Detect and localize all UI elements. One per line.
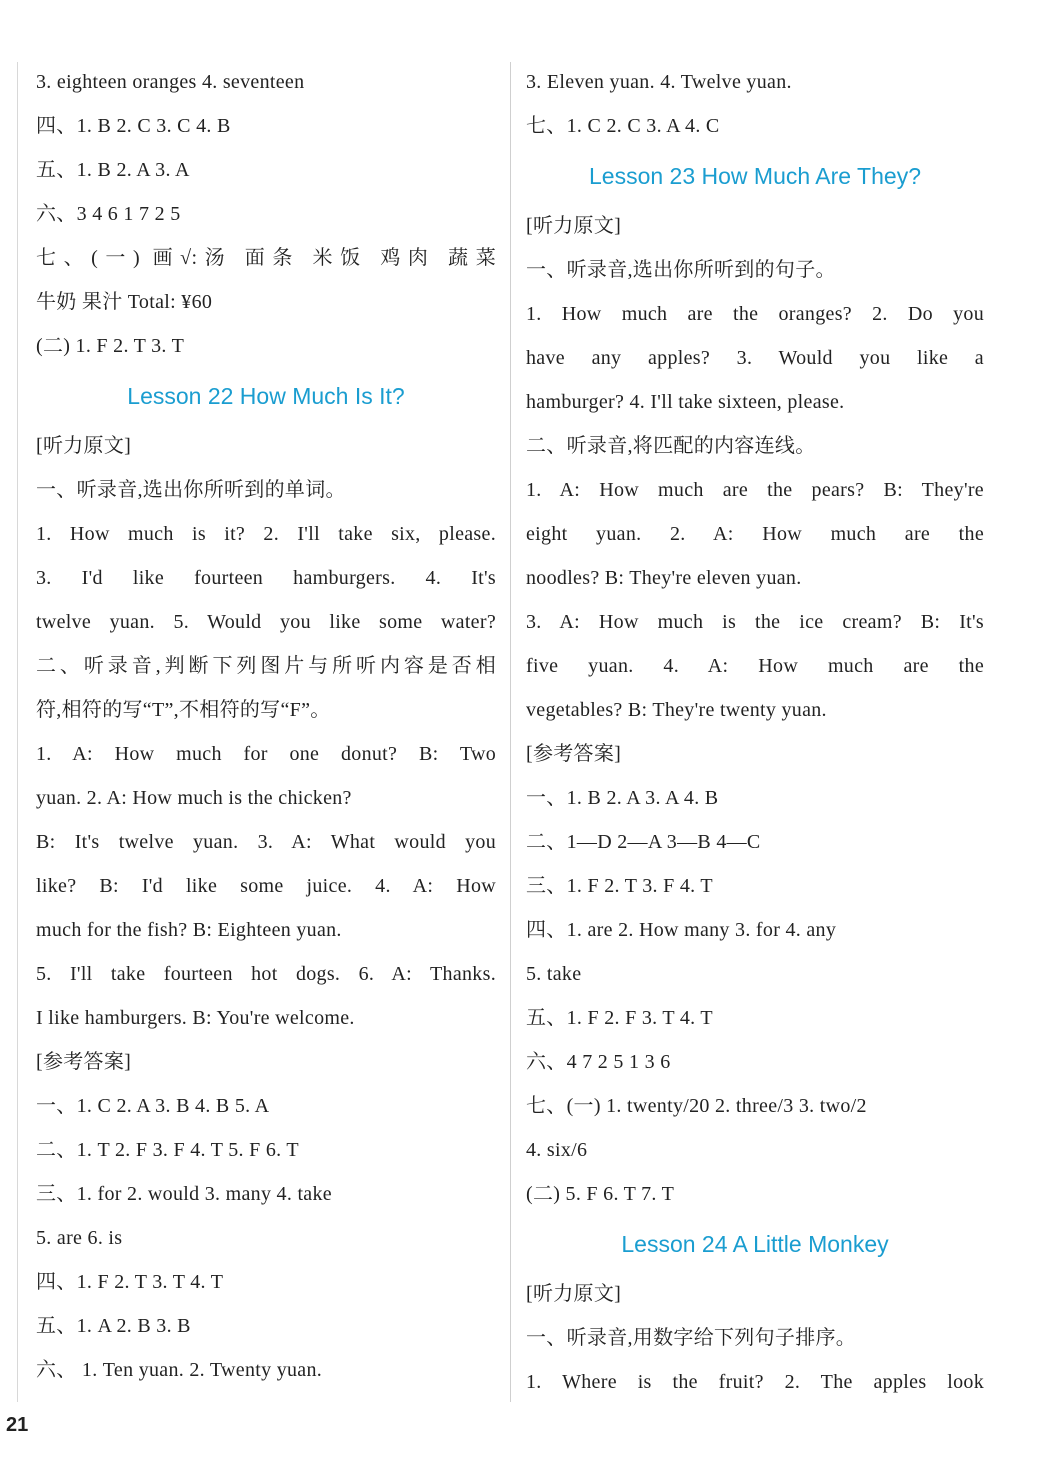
text-line: 1. A: How much for one donut? B: Two [36,743,496,765]
text-line: 1. A: How much are the pears? B: They're [526,479,984,501]
text-line: [听力原文] [526,215,622,237]
text-line: 5. take [526,963,582,985]
text-line: [听力原文] [526,1283,622,1305]
text-line: 符,相符的写“T”,不相符的写“F”。 [36,699,331,721]
text-line: 五、1. B 2. A 3. A [36,159,190,181]
page-number: 21 [6,1414,29,1436]
text-line: 四、1. are 2. How many 3. for 4. any [526,919,837,941]
text-line: like? B: I'd like some juice. 4. A: How [36,875,496,897]
text-line: 五、1. A 2. B 3. B [36,1315,191,1337]
left-column [36,60,496,1392]
text-line: 一、1. C 2. A 3. B 4. B 5. A [36,1095,270,1117]
text-line: 3. eighteen oranges 4. seventeen [36,71,305,93]
text-line: 三、1. F 2. T 3. F 4. T [526,875,713,897]
text-line: 二、听录音,判断下列图片与所听内容是否相 [36,655,496,677]
text-line: eight yuan. 2. A: How much are the [526,523,984,545]
text-line: 七、1. C 2. C 3. A 4. C [526,115,720,137]
text-line: have any apples? 3. Would you like a [526,347,984,369]
text-line: 牛奶 果汁 Total: ¥60 [36,291,213,313]
text-line: I like hamburgers. B: You're welcome. [36,1007,355,1029]
text-line: 一、听录音,用数字给下列句子排序。 [526,1327,857,1349]
column-divider [510,62,511,1402]
text-line: 二、1—D 2—A 3—B 4—C [526,831,761,853]
text-line: 3. A: How much is the ice cream? B: It's [526,611,984,633]
text-line: hamburger? 4. I'll take sixteen, please. [526,391,845,413]
text-line: (二) 1. F 2. T 3. T [36,335,185,357]
text-line: 三、1. for 2. would 3. many 4. take [36,1183,332,1205]
text-line: 七、(一) 画√:汤 面条 米饭 鸡肉 蔬菜 [36,247,496,269]
right-column [526,60,984,1404]
text-line: much for the fish? B: Eighteen yuan. [36,919,342,941]
text-line: 六、 1. Ten yuan. 2. Twenty yuan. [36,1359,323,1381]
text-line: 5. are 6. is [36,1227,123,1249]
lesson-heading: Lesson 23 How Much Are They? [589,163,921,189]
text-line: 3. Eleven yuan. 4. Twelve yuan. [526,71,792,93]
text-line: 1. How much are the oranges? 2. Do you [526,303,984,325]
text-line: 四、1. B 2. C 3. C 4. B [36,115,231,137]
text-line: 一、1. B 2. A 3. A 4. B [526,787,719,809]
text-line: 六、3 4 6 1 7 2 5 [36,203,181,225]
text-line: five yuan. 4. A: How much are the [526,655,984,677]
text-line: 一、听录音,选出你所听到的单词。 [36,479,346,501]
text-line: 4. six/6 [526,1139,588,1161]
text-line: twelve yuan. 5. Would you like some water? [36,611,496,633]
text-line: 二、1. T 2. F 3. F 4. T 5. F 6. T [36,1139,299,1161]
text-line: yuan. 2. A: How much is the chicken? [36,787,352,809]
text-line: B: It's twelve yuan. 3. A: What would you [36,831,496,853]
text-line: [听力原文] [36,435,132,457]
text-line: 七、(一) 1. twenty/20 2. three/3 3. two/2 [526,1095,867,1117]
text-line: 四、1. F 2. T 3. T 4. T [36,1271,224,1293]
lesson-heading: Lesson 24 A Little Monkey [621,1231,889,1257]
page-edge-line [17,62,18,1402]
text-line: 二、听录音,将匹配的内容连线。 [526,435,816,457]
text-line: 5. I'll take fourteen hot dogs. 6. A: Thanks. [36,963,496,985]
text-line: noodles? B: They're eleven yuan. [526,567,802,589]
text-line: 一、听录音,选出你所听到的句子。 [526,259,836,281]
text-line: 3. I'd like fourteen hamburgers. 4. It's [36,567,496,589]
lesson-heading: Lesson 22 How Much Is It? [127,383,405,409]
text-line: (二) 5. F 6. T 7. T [526,1183,675,1205]
text-line: vegetables? B: They're twenty yuan. [526,699,827,721]
text-line: 1. How much is it? 2. I'll take six, please. [36,523,496,545]
text-line: [参考答案] [36,1051,132,1073]
text-line: [参考答案] [526,743,622,765]
text-line: 六、4 7 2 5 1 3 6 [526,1051,671,1073]
text-line: 1. Where is the fruit? 2. The apples look [526,1371,984,1393]
text-line: 五、1. F 2. F 3. T 4. T [526,1007,713,1029]
